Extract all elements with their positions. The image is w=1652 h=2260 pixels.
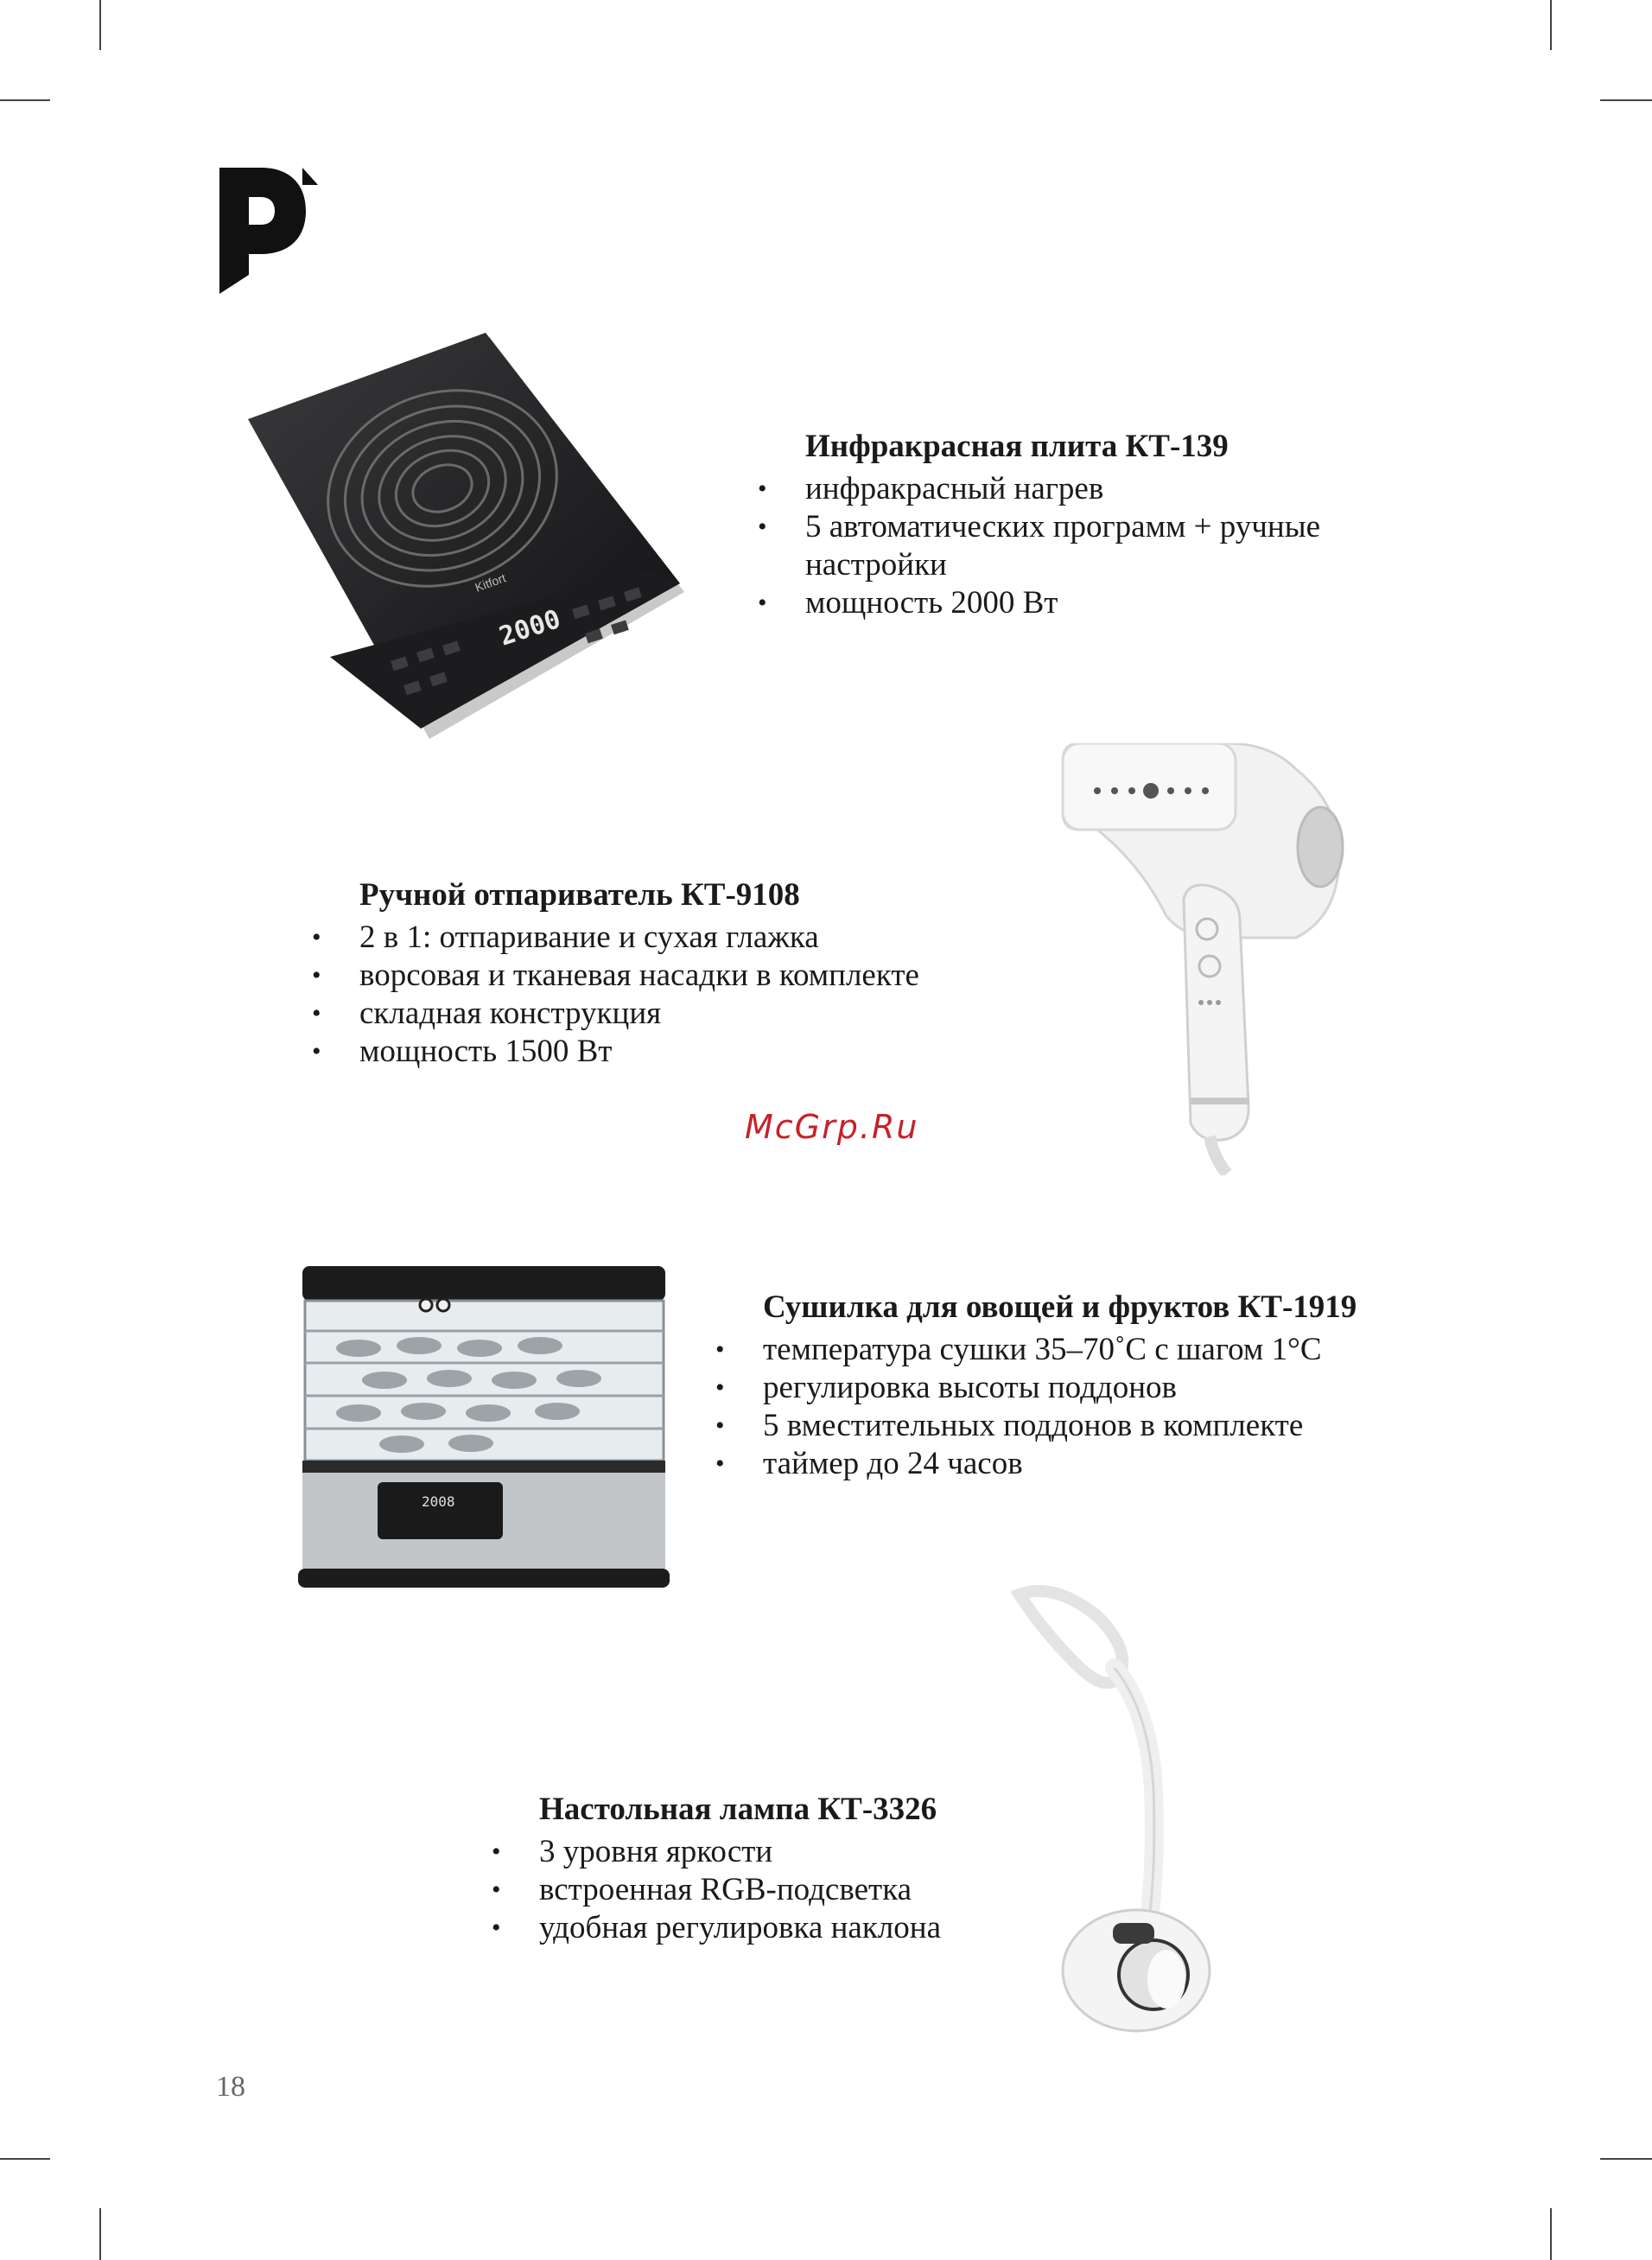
crop-mark <box>1550 2208 1552 2260</box>
feature-item: • встроенная RGB-подсветка <box>539 1871 1092 1909</box>
product-title: Настольная лампа КТ-3326 <box>539 1792 937 1827</box>
product-block-kt-1919 <box>763 1288 1471 1483</box>
crop-mark <box>99 0 101 50</box>
feature-item: • 3 уровня яркости <box>539 1833 1092 1871</box>
feature-list <box>359 919 1051 1071</box>
product-title: Инфракрасная плита КТ-139 <box>805 429 1229 464</box>
feature-list <box>805 470 1462 622</box>
stove-display: 2000 <box>495 603 565 653</box>
feature-item: • 5 вместительных поддонов в комплекте <box>763 1407 1471 1445</box>
feature-item: • инфракрасный нагрев <box>805 470 1462 508</box>
feature-list <box>539 1833 1092 1947</box>
feature-item: • таймер до 24 часов <box>763 1445 1471 1483</box>
product-block-kt-3326 <box>539 1790 1092 1947</box>
feature-item: • мощность 1500 Вт <box>359 1033 1051 1071</box>
product-title: Сушилка для овощей и фруктов КТ-1919 <box>763 1289 1357 1325</box>
product-block-kt-9108 <box>359 875 1051 1071</box>
product-title: Ручной отпариватель КТ-9108 <box>359 877 800 913</box>
crop-mark <box>0 99 50 101</box>
crop-mark <box>1550 0 1552 50</box>
stove-brand: Kitfort <box>473 570 508 595</box>
product-block-kt-139 <box>805 427 1462 622</box>
feature-item: • удобная регулировка наклона <box>539 1909 1092 1947</box>
feature-item: • регулировка высоты поддонов <box>763 1369 1471 1407</box>
watermark: McGrp.Ru <box>745 1108 919 1146</box>
feature-item: • температура сушки 35–70˚С с шагом 1°С <box>763 1331 1471 1369</box>
page-number: 18 <box>216 2071 245 2103</box>
handheld-steamer-icon <box>1045 743 1357 1175</box>
crop-mark <box>1600 99 1652 101</box>
crop-mark <box>99 2208 101 2260</box>
feature-item: • мощность 2000 Вт <box>805 584 1462 622</box>
feature-item: • складная конструкция <box>359 995 1051 1033</box>
feature-list <box>763 1331 1471 1483</box>
crop-mark <box>0 2158 50 2160</box>
infrared-stove-icon <box>244 333 693 748</box>
food-dehydrator-icon <box>298 1266 670 1590</box>
feature-item: • 2 в 1: отпаривание и сухая глажка <box>359 919 1051 957</box>
dehydrator-display: 2008 <box>422 1493 455 1510</box>
kitfort-p-logo-icon <box>216 164 320 294</box>
feature-item: настройки <box>805 547 947 583</box>
feature-item: • 5 автоматических программ + ручные <box>805 508 1462 546</box>
crop-mark <box>1600 2158 1652 2160</box>
feature-item: • ворсовая и тканевая насадки в комплекте <box>359 957 1051 995</box>
